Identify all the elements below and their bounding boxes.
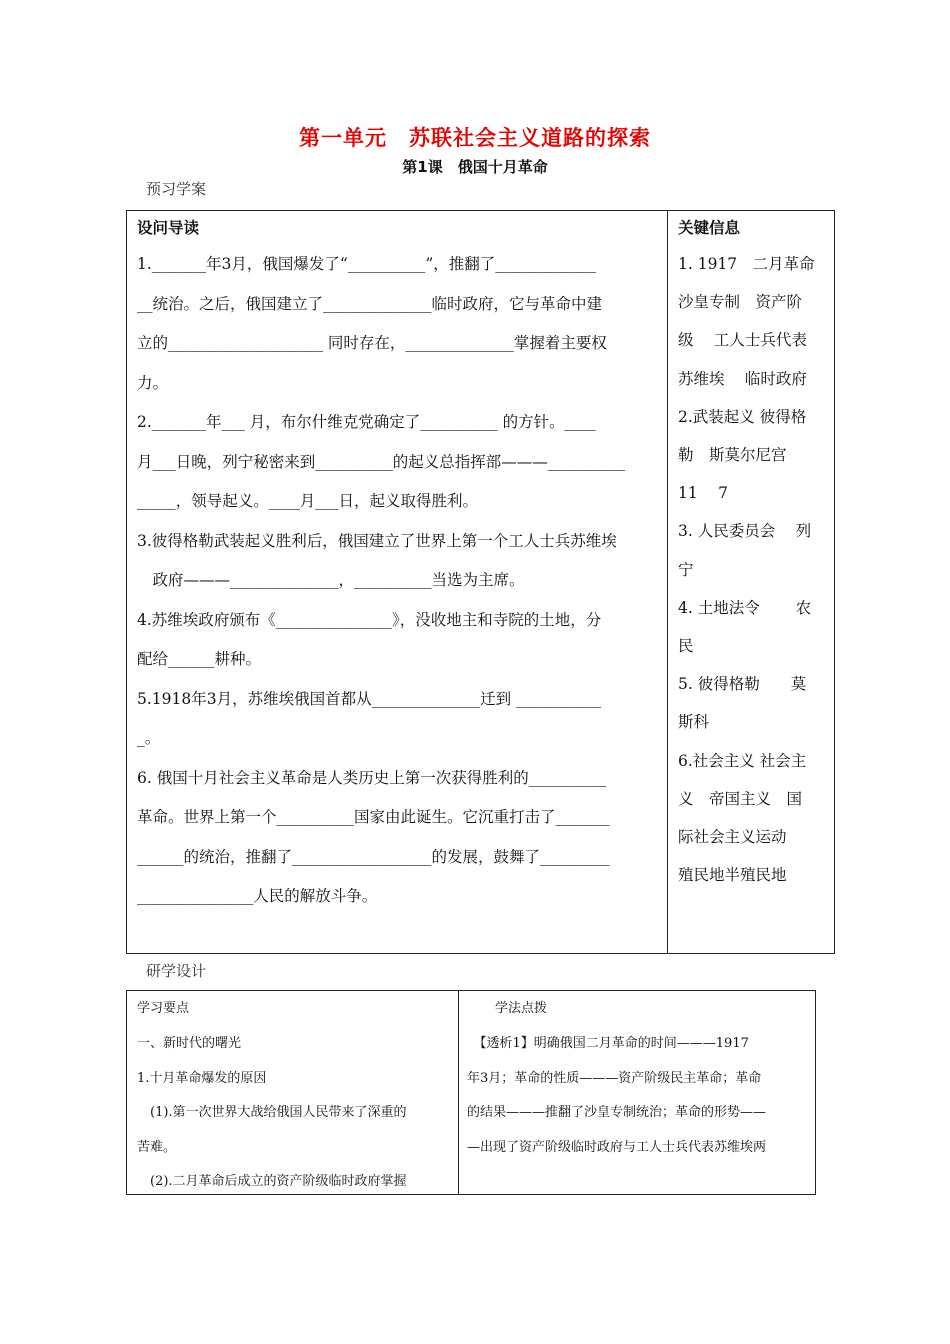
answer-line: 4. 土地法令 农 — [678, 598, 812, 617]
key-point-line: (2).二月革命后成立的资产阶级临时政府掌握 — [137, 1174, 407, 1189]
question-line: __统治。之后，俄国建立了______________临时政府，它与革命中建 — [137, 294, 603, 313]
question-line: 革命。世界上第一个__________国家由此诞生。它沉重打击了_______ — [137, 808, 610, 826]
column-header-guide: 设问导读 — [137, 218, 200, 237]
answer-line: 义 帝国主义 国 — [678, 789, 803, 808]
question-line: 3.彼得格勒武装起义胜利后，俄国建立了世界上第一个工人士兵苏维埃 — [137, 531, 617, 550]
tip-line: 【透析1】明确俄国二月革命的时间———1917 — [467, 1036, 749, 1051]
question-line: 立的____________________ 同时存在，______________掌握着主要权 — [137, 334, 607, 352]
key-point-line: 一、新时代的曙光 — [137, 1036, 242, 1051]
study-table — [126, 990, 816, 1195]
tip-line: 年3月；革命的性质———资产阶级民主革命；革命 — [467, 1070, 762, 1086]
section-label-study: 研学设计 — [146, 962, 207, 980]
question-line: 配给______耕种。 — [137, 650, 262, 668]
answer-line: 11 7 — [678, 484, 729, 503]
answer-line: 民 — [678, 637, 694, 655]
answer-line: 苏维埃 临时政府 — [678, 369, 807, 388]
key-point-line: (1).第一次世界大战给俄国人民带来了深重的 — [137, 1105, 407, 1120]
question-line: _。 — [137, 729, 161, 747]
section-label-preview: 预习学案 — [146, 180, 207, 198]
unit-title: 第一单元 苏联社会主义道路的探索 — [299, 126, 651, 150]
table-divider — [458, 991, 459, 1194]
answer-line: 沙皇专制 资产阶 — [678, 293, 803, 312]
answer-line: 级 工人士兵代表 — [678, 331, 807, 350]
question-line: 月___日晚，列宁秘密来到__________的起义总指挥部———__________ — [137, 452, 626, 471]
question-line: 4.苏维埃政府颁布《_______________》，没收地主和寺院的土地，分 — [137, 610, 602, 629]
question-line: 6. 俄国十月社会主义革命是人类历史上第一次获得胜利的__________ — [137, 768, 607, 787]
question-line: 政府———______________，__________当选为主席。 — [137, 571, 525, 589]
lesson-title: 第1课 俄国十月革命 — [402, 158, 548, 176]
answer-line: 勒 斯莫尔尼宫 — [678, 446, 787, 464]
answer-line: 宁 — [678, 560, 694, 579]
key-point-line: 苦难。 — [137, 1139, 177, 1155]
question-line: ______的统治，推翻了__________________的发展，鼓舞了_________ — [137, 847, 610, 866]
answer-line: 际社会主义运动 — [678, 828, 787, 846]
answer-line: 3. 人民委员会 列 — [678, 522, 812, 541]
column-header-key-points: 学习要点 — [137, 1001, 190, 1016]
answer-line: 6.社会主义 社会主 — [678, 751, 807, 770]
tip-line: —出现了资产阶级临时政府与工人士兵代表苏维埃两 — [467, 1139, 767, 1155]
table-divider — [667, 211, 668, 953]
key-point-line: 1.十月革命爆发的原因 — [137, 1070, 267, 1086]
question-line: _______________人民的解放斗争。 — [137, 887, 378, 905]
answer-line: 1. 1917 二月革命 — [678, 255, 815, 273]
answer-line: 殖民地半殖民地 — [678, 866, 787, 885]
question-line: _____，领导起义。____月___日，起义取得胜利。 — [137, 492, 479, 510]
column-header-method-tips: 学法点拨 — [495, 1001, 548, 1016]
question-line: 1._______年3月，俄国爆发了“__________”，推翻了_____________ — [137, 255, 596, 273]
preview-table — [126, 210, 835, 954]
answer-line: 斯科 — [678, 713, 710, 732]
question-line: 5.1918年3月，苏维埃俄国首都从______________迁到 ___________ — [137, 689, 602, 708]
column-header-key-info: 关键信息 — [678, 218, 741, 237]
answer-line: 2.武装起义 彼得格 — [678, 407, 807, 426]
answer-line: 5. 彼得格勒 莫 — [678, 675, 807, 694]
question-line: 力。 — [137, 373, 169, 392]
question-line: 2._______年___ 月，布尔什维克党确定了__________ 的方针。____ — [137, 413, 596, 431]
tip-line: 的结果———推翻了沙皇专制统治；革命的形势—— — [467, 1105, 767, 1120]
